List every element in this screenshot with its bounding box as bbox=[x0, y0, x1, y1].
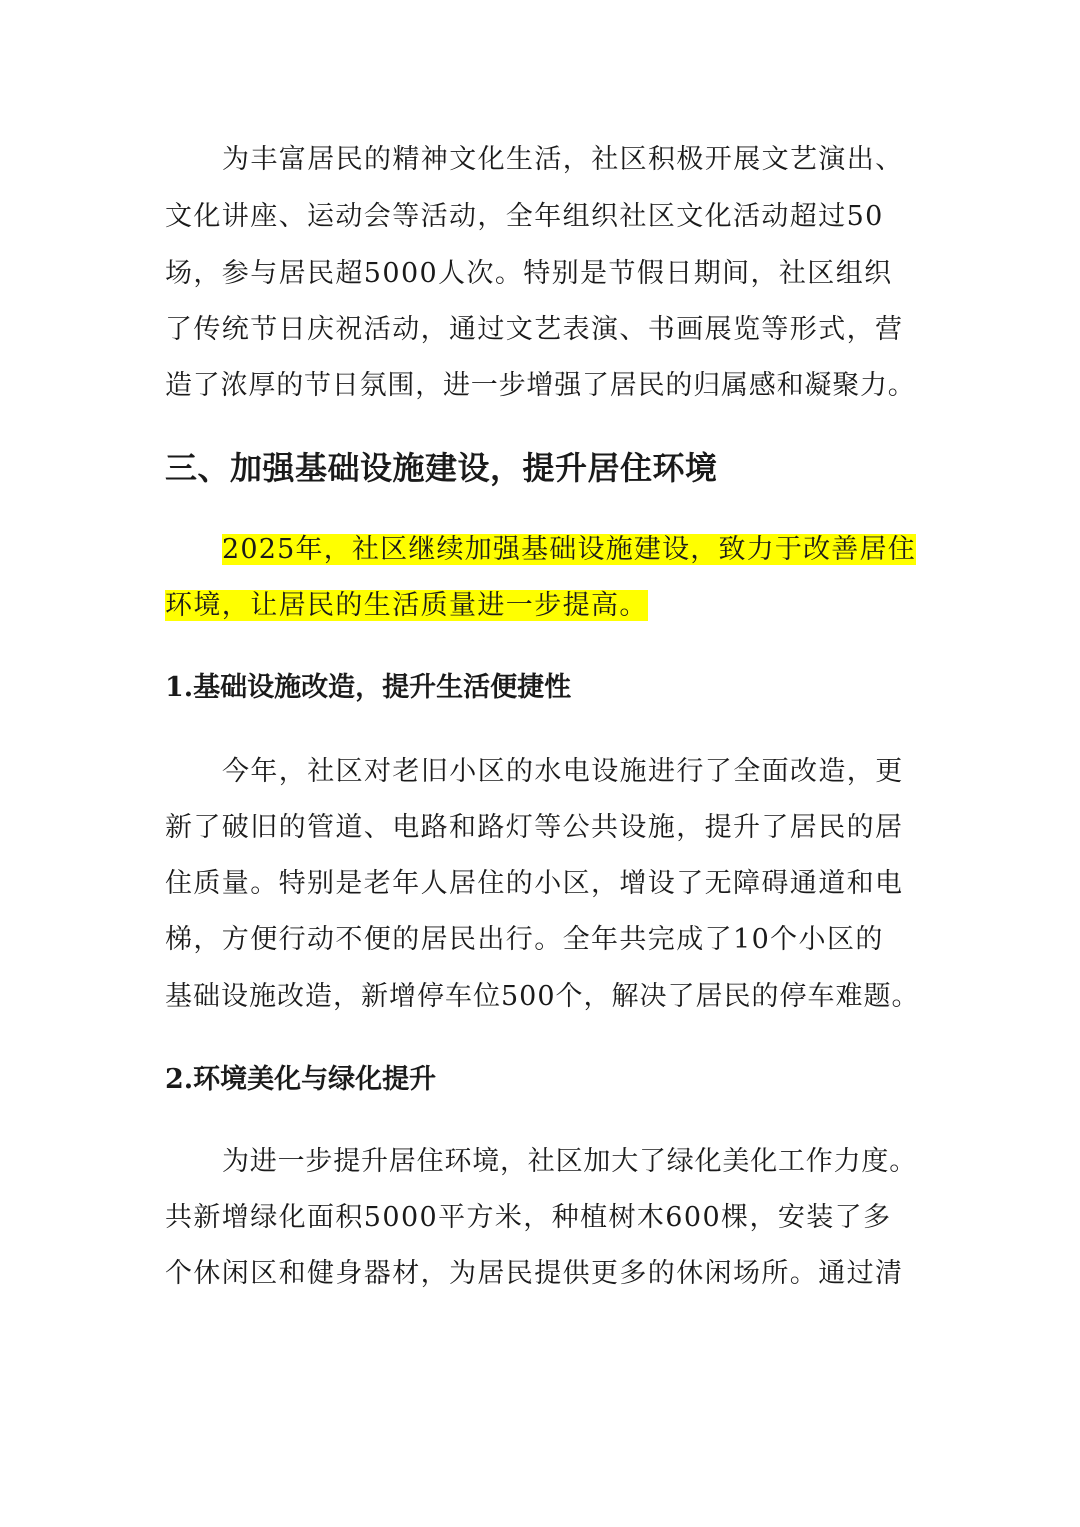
paragraph-3-line-2: 新了破旧的管道、电路和路灯等公共设施，提升了居民的居 bbox=[165, 812, 904, 843]
subsection-1-heading: 1.基础设施改造，提升生活便捷性 bbox=[165, 672, 572, 703]
section-3-heading: 三、加强基础设施建设，提升居住环境 bbox=[165, 449, 718, 487]
paragraph-1-line-5: 造了浓厚的节日氛围，进一步增强了居民的归属感和凝聚力。 bbox=[165, 370, 916, 401]
highlighted-text-2: 环境，让居民的生活质量进一步提高。 bbox=[165, 590, 648, 621]
highlighted-paragraph-line-1 bbox=[222, 530, 916, 570]
paragraph-1-line-4: 了传统节日庆祝活动，通过文艺表演、书画展览等形式，营 bbox=[165, 314, 904, 345]
paragraph-1-line-3: 场，参与居民超5000人次。特别是节假日期间，社区组织 bbox=[165, 258, 893, 289]
paragraph-3-line-1: 今年，社区对老旧小区的水电设施进行了全面改造，更 bbox=[222, 756, 904, 787]
paragraph-1-line-2: 文化讲座、运动会等活动，全年组织社区文化活动超过50 bbox=[165, 201, 884, 232]
paragraph-1-line-1: 为丰富居民的精神文化生活，社区积极开展文艺演出、 bbox=[222, 144, 904, 175]
highlighted-paragraph-line-2 bbox=[165, 586, 648, 626]
paragraph-3-line-4: 梯，方便行动不便的居民出行。全年共完成了10个小区的 bbox=[165, 924, 884, 955]
paragraph-4-line-3: 个休闲区和健身器材，为居民提供更多的休闲场所。通过清 bbox=[165, 1258, 904, 1289]
paragraph-4-line-2: 共新增绿化面积5000平方米，种植树木600棵，安装了多 bbox=[165, 1202, 892, 1233]
subsection-2-heading: 2.环境美化与绿化提升 bbox=[165, 1064, 437, 1095]
paragraph-3-line-3: 住质量。特别是老年人居住的小区，增设了无障碍通道和电 bbox=[165, 868, 904, 899]
paragraph-3-line-5: 基础设施改造，新增停车位500个，解决了居民的停车难题。 bbox=[165, 981, 920, 1012]
highlighted-text-1: 2025年，社区继续加强基础设施建设，致力于改善居住 bbox=[222, 534, 916, 565]
paragraph-4-line-1: 为进一步提升居住环境，社区加大了绿化美化工作力度。 bbox=[222, 1146, 917, 1177]
